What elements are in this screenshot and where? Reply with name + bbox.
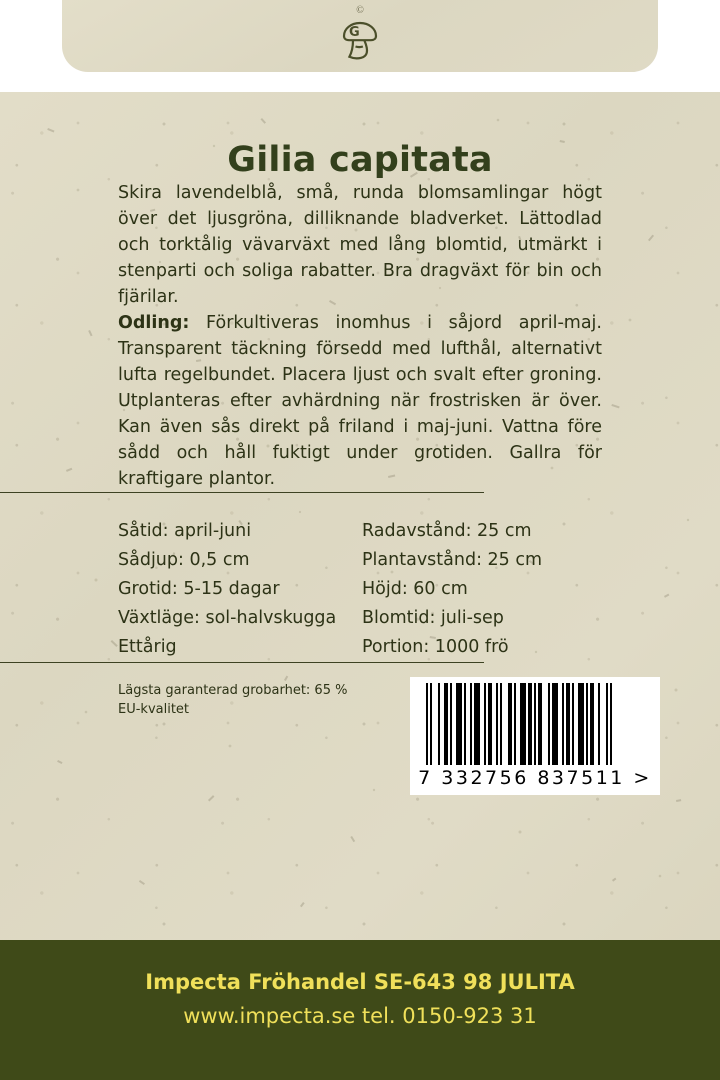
fact-item: Blomtid: juli-sep <box>362 608 504 628</box>
eu-quality-label: EU-kvalitet <box>118 702 190 717</box>
facts-column-right <box>358 517 602 662</box>
barcode-number <box>418 767 652 789</box>
description-block <box>118 180 602 492</box>
fact-item: Grotid: 5-15 dagar <box>118 579 280 599</box>
barcode <box>410 677 660 795</box>
copyright-symbol: © <box>356 5 364 16</box>
fact-item: Höjd: 60 cm <box>362 579 468 599</box>
facts-table <box>118 517 602 662</box>
fact-item: Såtid: april-juni <box>118 521 252 541</box>
growing-text: Förkultiveras inomhus i såjord april-maj. Transparent täckning försedd med lufthål, alternativt lufta regelbundet. Placera ljust och svalt efter groning. Utplanteras efter avhärdning när frostrisken är över. Kan även sås direkt på friland i maj-juni. Vattna före sådd och håll fuktigt under grotiden. Gallra för kraftigare plantor. <box>118 313 602 489</box>
company-name: Impecta Fröhandel SE-643 98 JULITA <box>145 970 575 994</box>
svg-text:G: G <box>349 25 360 40</box>
growing-paragraph <box>118 310 602 492</box>
fact-item: Ettårig <box>118 637 177 657</box>
packet-top-flap <box>0 0 720 92</box>
barcode-suffix: > <box>633 767 652 789</box>
fact-item: Radavstånd: 25 cm <box>362 521 532 541</box>
germination-rate: Lägsta garanterad grobarhet: 65 % <box>118 683 348 698</box>
brand-logo <box>325 6 395 68</box>
bottom-area <box>118 681 652 807</box>
divider-top <box>0 492 484 493</box>
growing-label: Odling: <box>118 313 190 333</box>
footer <box>0 940 720 1080</box>
facts-column-left <box>118 517 358 662</box>
packet-content <box>0 92 720 807</box>
page-title: Gilia capitata <box>227 140 493 180</box>
quality-info <box>118 681 347 719</box>
fact-item: Plantavstånd: 25 cm <box>362 550 543 570</box>
divider-bottom <box>0 662 484 663</box>
barcode-digits-text: 7 332756 837511 <box>418 767 625 789</box>
mushroom-icon <box>333 16 387 64</box>
intro-paragraph: Skira lavendelblå, små, runda blomsamlingar högt över det ljusgröna, dilliknande bladverket. Lättodlad och torktålig vävarväxt med lång blomtid, utmärkt i stenparti och soliga rabatter. Bra dragväxt för bin och fjärilar. <box>118 183 602 307</box>
company-contact: www.impecta.se tel. 0150-923 31 <box>183 1004 537 1028</box>
barcode-bars <box>426 683 652 765</box>
fact-item: Portion: 1000 frö <box>362 637 509 657</box>
fact-item: Växtläge: sol-halvskugga <box>118 608 337 628</box>
fact-item: Sådjup: 0,5 cm <box>118 550 250 570</box>
